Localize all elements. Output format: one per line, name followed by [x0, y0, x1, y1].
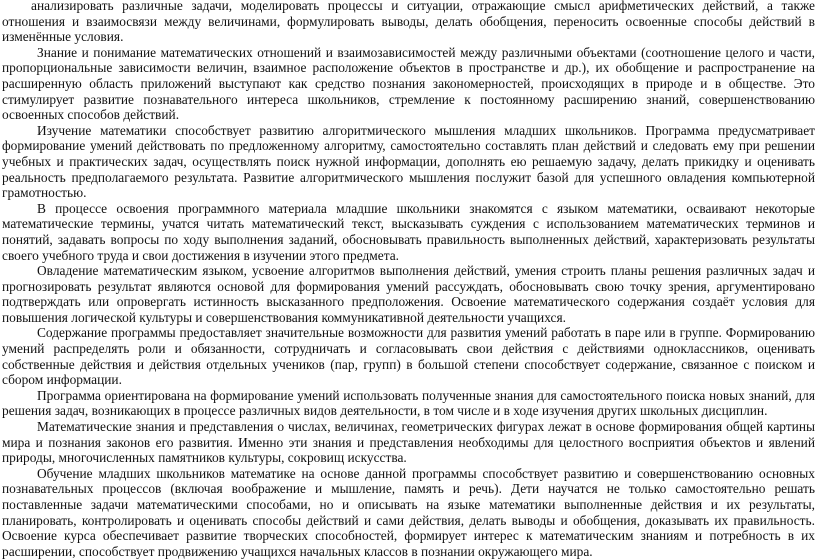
paragraph-2: Знание и понимание математических отношений и взаимозависимостей между различными объектами (соотношение целого и части, пропорциональные зависимости величин, взаимное расположение объектов в пространстве и др.), их обобщение и распространение на расширенную область приложений выступают как средство познания закономерностей, происходящих в природе и в обществе. Это стимулирует развитие познавательного интереса школьников, стремление к постоянному расширению знаний, совершенствованию освоенных способов действий.: [2, 44, 815, 123]
paragraph-7: Программа ориентирована на формирование умений использовать полученные знания для самостоятельного поиска новых знаний, для решения задач, возникающих в процессе различных видов деятельности, в том числе и в ходе изучения других школьных дисциплин.: [2, 387, 815, 419]
paragraph-3: Изучение математики способствует развитию алгоритмического мышления младших школьников. Программа предусматривает формирование умений действовать по предложенному алгоритму, самостоятельно составлять план действий и следовать ему при решении учебных и практических задач, осуществлять поиск нужной информации, дополнять ею решаемую задачу, делать прикидку и оценивать реальность предполагаемого результата. Развитие алгоритмического мышления послужит базой для успешного овладения компьютерной грамотностью.: [2, 122, 815, 201]
paragraph-6: Содержание программы предоставляет значительные возможности для развития умений работать в паре или в группе. Формированию умений распределять роли и обязанности, сотрудничать и согласовывать свои действия с действиями одноклассников, оценивать собственные действия и действия отдельных учеников (пар, групп) в большой степени способствует содержание, связанное с поиском и сбором информации.: [2, 325, 815, 388]
paragraph-5: Овладение математическим языком, усвоение алгоритмов выполнения действий, умения строить планы решения различных задач и прогнозировать результат являются основой для формирования умений рассуждать, обосновывать свою точку зрения, аргументировано подтверждать или опровергать истинность высказанного предположения. Освоение математического содержания создаёт условия для повышения логической культуры и совершенствования коммуникативной деятельности учащихся.: [2, 263, 815, 325]
paragraph-4: В процессе освоения программного материала младшие школьники знакомятся с языком математики, осваивают некоторые математические термины, учатся читать математический текст, высказывать суждения с использованием математических терминов и понятий, задавать вопросы по ходу выполнения заданий, обосновывать правильность выполненных действий, характеризовать результаты своего учебного труда и свои достижения в изучении этого предмета.: [2, 200, 815, 263]
paragraph-1: анализировать различные задачи, моделировать процессы и ситуации, отражающие смысл арифметических действий, а также отношения и взаимосвязи между величинами, формулировать выводы, делать обобщения, переносить освоенные способы действий в изменённые условия.: [2, 0, 815, 45]
paragraph-9: Обучение младших школьников математике на основе данной программы способствует развитию и совершенствованию основных познавательных процессов (включая воображение и мышление, память и речь). Дети научатся не только самостоятельно решать поставленные задачи математическими способами, но и описывать на языке математики выполненные действия и их результаты, планировать, контролировать и оценивать способы действий и сами действия, делать выводы и обобщения, доказывать их правильность. Освоение курса обеспечивает развитие творческих способностей, формирует интерес к математическим знаниям и потребность в их расширении, способствует продвижению учащихся начальных классов в познании окружающего мира.: [2, 465, 815, 559]
paragraph-8: Математические знания и представления о числах, величинах, геометрических фигурах лежат в основе формирования общей картины мира и познания законов его развития. Именно эти знания и представления необходимы для целостного восприятия объектов и явлений природы, многочисленных памятников культуры, сокровищ искусства.: [2, 419, 815, 466]
